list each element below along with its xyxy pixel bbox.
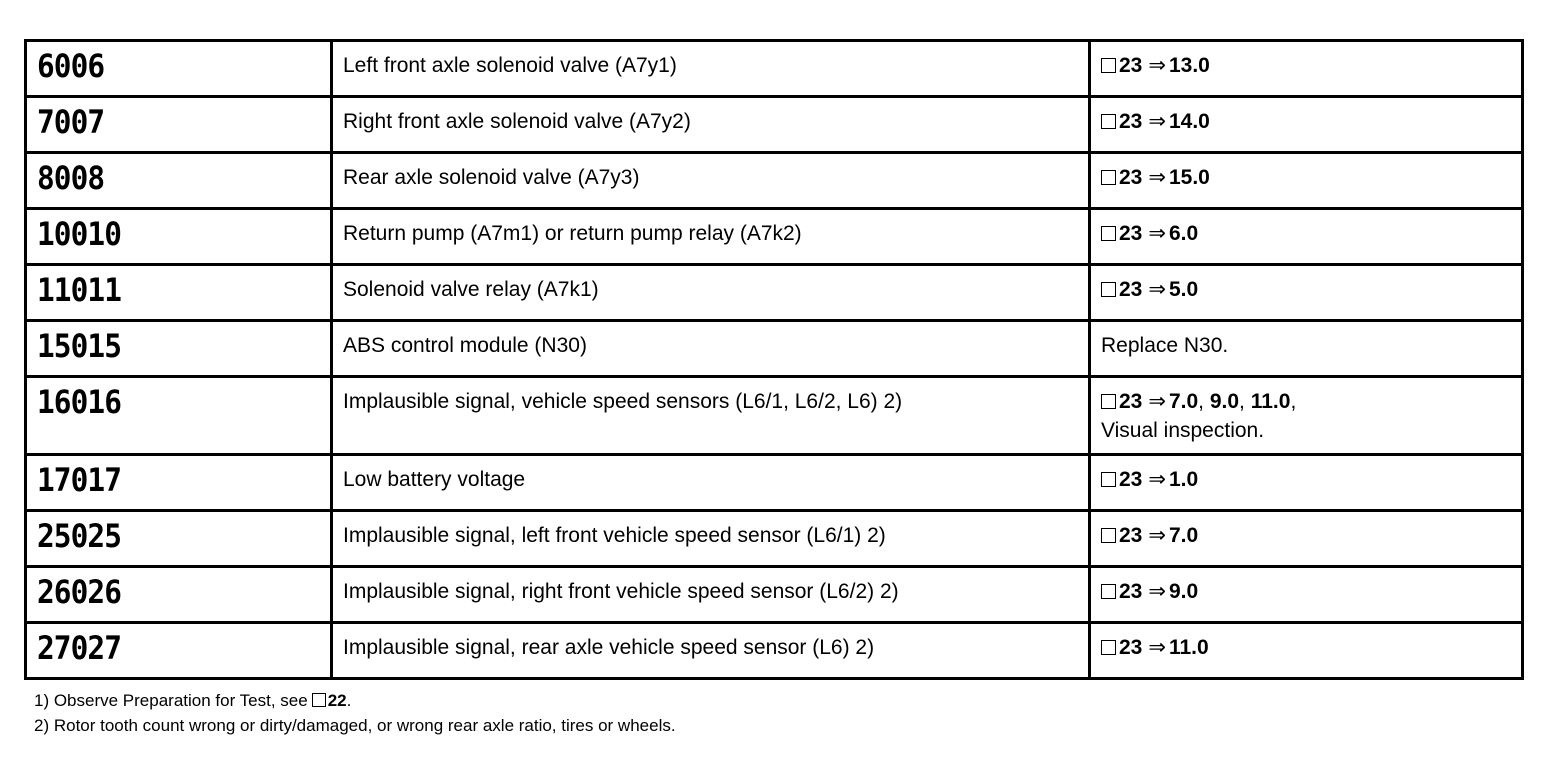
fault-description: Implausible signal, vehicle speed sensors (L6/1, L6/2, L6) 2): [333, 378, 1091, 453]
fault-description: ABS control module (N30): [333, 322, 1091, 375]
table-row: [27, 210, 1521, 266]
footnote-1: 1) Observe Preparation for Test, see 22.: [34, 691, 352, 710]
fault-code: 10010: [37, 215, 122, 253]
double-arrow-icon: ⇒: [1148, 278, 1166, 301]
box-reference-icon: [1101, 528, 1116, 543]
box-reference-icon: [1101, 170, 1116, 185]
fault-action: 23 ⇒ 7.0: [1091, 512, 1521, 565]
box-reference-icon: [1101, 394, 1116, 409]
fault-action: 23 ⇒ 1.0: [1091, 456, 1521, 509]
fault-description: Return pump (A7m1) or return pump relay (A7k2): [333, 210, 1091, 263]
fault-code: 8008: [37, 159, 105, 197]
box-reference-icon: [1101, 640, 1116, 655]
table-row: [27, 624, 1521, 680]
fault-code: 26026: [37, 573, 122, 611]
box-reference-icon: [1101, 282, 1116, 297]
fault-action: 23 ⇒ 5.0: [1091, 266, 1521, 319]
table-row: [27, 266, 1521, 322]
fault-code: 6006: [37, 47, 105, 85]
footnotes: [34, 688, 676, 738]
fault-code: 25025: [37, 517, 122, 555]
fault-code-table: [24, 39, 1524, 680]
double-arrow-icon: ⇒: [1148, 54, 1166, 77]
fault-code: 27027: [37, 629, 122, 667]
fault-code: 7007: [37, 103, 105, 141]
box-reference-icon: [1101, 584, 1116, 599]
table-row: [27, 154, 1521, 210]
fault-action: 23 ⇒ 9.0: [1091, 568, 1521, 621]
box-reference-icon: [1101, 226, 1116, 241]
fault-action: 23 ⇒ 15.0: [1091, 154, 1521, 207]
footnote-2: 2) Rotor tooth count wrong or dirty/damaged, or wrong rear axle ratio, tires or wheels.: [34, 716, 676, 735]
table-row: [27, 456, 1521, 512]
double-arrow-icon: ⇒: [1148, 468, 1166, 491]
fault-description: Implausible signal, right front vehicle speed sensor (L6/2) 2): [333, 568, 1091, 621]
double-arrow-icon: ⇒: [1148, 580, 1166, 603]
double-arrow-icon: ⇒: [1148, 636, 1166, 659]
fault-code: 16016: [37, 383, 122, 421]
table-row: [27, 568, 1521, 624]
box-reference-icon: [312, 693, 326, 707]
box-reference-icon: [1101, 58, 1116, 73]
double-arrow-icon: ⇒: [1148, 390, 1166, 413]
fault-description: Solenoid valve relay (A7k1): [333, 266, 1091, 319]
fault-description: Implausible signal, left front vehicle speed sensor (L6/1) 2): [333, 512, 1091, 565]
fault-action: 23 ⇒ 13.0: [1091, 42, 1521, 95]
double-arrow-icon: ⇒: [1148, 110, 1166, 133]
fault-action: 23 ⇒ 14.0: [1091, 98, 1521, 151]
fault-action-line2: Visual inspection.: [1101, 419, 1265, 442]
double-arrow-icon: ⇒: [1148, 524, 1166, 547]
double-arrow-icon: ⇒: [1148, 166, 1166, 189]
double-arrow-icon: ⇒: [1148, 222, 1166, 245]
box-reference-icon: [1101, 114, 1116, 129]
fault-description: Implausible signal, rear axle vehicle speed sensor (L6) 2): [333, 624, 1091, 677]
fault-description: Rear axle solenoid valve (A7y3): [333, 154, 1091, 207]
fault-description: Left front axle solenoid valve (A7y1): [333, 42, 1091, 95]
table-row: [27, 322, 1521, 378]
fault-description: Right front axle solenoid valve (A7y2): [333, 98, 1091, 151]
fault-code: 17017: [37, 461, 122, 499]
fault-action: 23 ⇒ 6.0: [1091, 210, 1521, 263]
fault-description: Low battery voltage: [333, 456, 1091, 509]
table-row: [27, 378, 1521, 456]
fault-action: 23 ⇒ 7.0, 9.0, 11.0, Visual inspection.: [1091, 378, 1521, 453]
table-row: [27, 512, 1521, 568]
fault-action: Replace N30.: [1101, 334, 1229, 357]
fault-code: 15015: [37, 327, 122, 365]
box-reference-icon: [1101, 472, 1116, 487]
table-row: [27, 42, 1521, 98]
fault-code: 11011: [37, 271, 122, 309]
table-row: [27, 98, 1521, 154]
fault-action: 23 ⇒ 11.0: [1091, 624, 1521, 677]
